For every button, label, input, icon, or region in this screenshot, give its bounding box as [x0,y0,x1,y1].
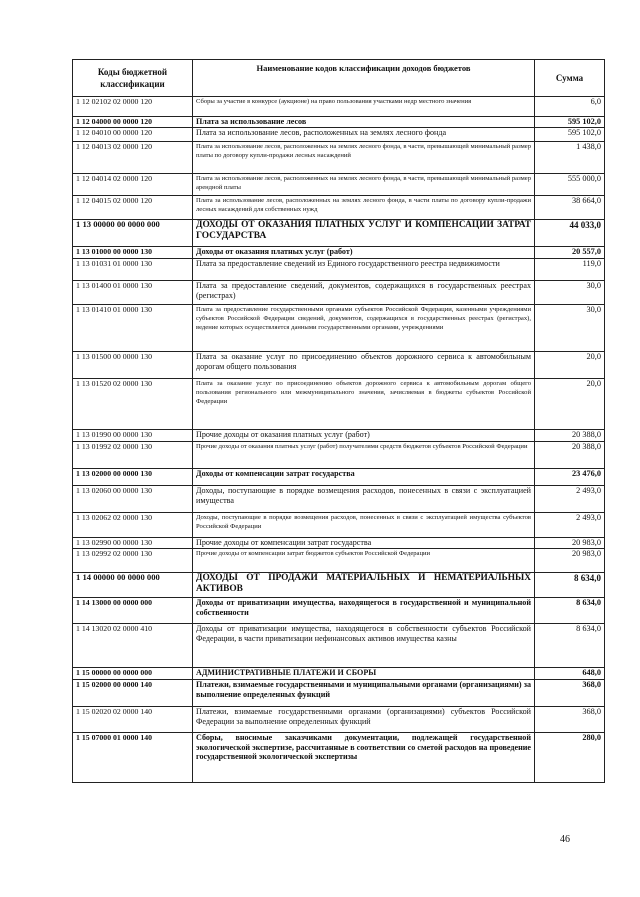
table-row [73,220,605,247]
code-cell: 1 12 04013 02 0000 120 [73,142,193,174]
name-cell: Прочие доходы от компенсации затрат государства [193,538,535,549]
name-cell: ДОХОДЫ ОТ ОКАЗАНИЯ ПЛАТНЫХ УСЛУГ И КОМПЕНСАЦИИ ЗАТРАТ ГОСУДАРСТВА [193,220,535,247]
sum-cell: 595 102,0 [535,128,605,142]
name-cell: Доходы от компенсации затрат государства [193,469,535,486]
table-row [73,598,605,624]
code-cell: 1 13 02060 00 0000 130 [73,486,193,513]
name-cell: Плата за использование лесов, расположенных на землях лесного фонда [193,128,535,142]
name-cell: ДОХОДЫ ОТ ПРОДАЖИ МАТЕРИАЛЬНЫХ И НЕМАТЕРИАЛЬНЫХ АКТИВОВ [193,573,535,598]
sum-cell: 20,0 [535,352,605,379]
name-cell: Сборы, вносимые заказчиками документации, подлежащей государственной экологической экспертизе, рассчитанные в соответствии со сметой расходов на проведение государственной экологической экспертизы [193,733,535,783]
name-cell: Плата за использование лесов, расположенных на землях лесного фонда, в части, превышающей минимальный размер платы по договору купли-продажи лесных насаждений [193,142,535,174]
name-cell: Доходы, поступающие в порядке возмещения расходов, понесенных в связи с эксплуатацией имущества субъектов Российской Федерации [193,513,535,538]
name-cell: АДМИНИСТРАТИВНЫЕ ПЛАТЕЖИ И СБОРЫ [193,668,535,680]
sum-cell: 648,0 [535,668,605,680]
sum-cell: 6,0 [535,97,605,117]
code-cell: 1 13 01990 00 0000 130 [73,430,193,442]
sum-cell: 280,0 [535,733,605,783]
code-cell: 1 14 00000 00 0000 000 [73,573,193,598]
page-number: 46 [560,834,570,845]
code-cell: 1 14 13020 02 0000 410 [73,624,193,668]
table-row [73,549,605,573]
name-cell: Доходы от оказания платных услуг (работ) [193,247,535,259]
name-cell: Плата за предоставление государственными органами субъектов Российской Федерации, казенными учреждениями субъектов Российской Федерации сведений, документов, содержащихся в государственных реестрах (регистрах), ведение которых осуществляется данными государственными органами, учреждениями [193,305,535,352]
code-cell: 1 15 07000 01 0000 140 [73,733,193,783]
name-cell: Прочие доходы от оказания платных услуг (работ) получателями средств бюджетов субъектов Российской Федерации [193,442,535,469]
name-cell: Плата за использование лесов, расположенных на землях лесного фонда, в части, превышающей минимальный размер арендной платы [193,174,535,196]
code-cell: 1 13 01400 01 0000 130 [73,281,193,305]
table-row [73,486,605,513]
table-row [73,379,605,430]
name-cell: Плата за оказание услуг по присоединению объектов дорожного сервиса к автомобильным дорогам общего пользования [193,352,535,379]
sum-cell: 368,0 [535,707,605,733]
table-row [73,97,605,117]
name-cell: Доходы, поступающие в порядке возмещения расходов, понесенных в связи с эксплуатацией имущества [193,486,535,513]
table-row [73,281,605,305]
sum-cell: 595 102,0 [535,117,605,128]
table-row [73,513,605,538]
table-row [73,430,605,442]
code-cell: 1 12 04014 02 0000 120 [73,174,193,196]
table-row [73,442,605,469]
code-cell: 1 13 02062 02 0000 130 [73,513,193,538]
header-sum: Сумма [535,60,605,97]
table-row [73,128,605,142]
code-cell: 1 14 13000 00 0000 000 [73,598,193,624]
sum-cell: 2 493,0 [535,486,605,513]
sum-cell: 30,0 [535,305,605,352]
code-cell: 1 13 00000 00 0000 000 [73,220,193,247]
table-row [73,247,605,259]
code-cell: 1 13 02990 00 0000 130 [73,538,193,549]
sum-cell: 20 983,0 [535,538,605,549]
code-cell: 1 15 02000 00 0000 140 [73,680,193,707]
sum-cell: 8 634,0 [535,598,605,624]
sum-cell: 2 493,0 [535,513,605,538]
code-cell: 1 13 02992 02 0000 130 [73,549,193,573]
table-row [73,668,605,680]
sum-cell: 38 664,0 [535,196,605,220]
table-row [73,259,605,281]
name-cell: Прочие доходы от компенсации затрат бюджетов субъектов Российской Федерации [193,549,535,573]
table-row [73,305,605,352]
sum-cell: 20 983,0 [535,549,605,573]
code-cell: 1 15 00000 00 0000 000 [73,668,193,680]
code-cell: 1 13 01992 02 0000 130 [73,442,193,469]
sum-cell: 20 557,0 [535,247,605,259]
table-row [73,196,605,220]
table-row [73,469,605,486]
table-row [73,624,605,668]
code-cell: 1 13 01520 02 0000 130 [73,379,193,430]
sum-cell: 20 388,0 [535,442,605,469]
code-cell: 1 13 01000 00 0000 130 [73,247,193,259]
sum-cell: 368,0 [535,680,605,707]
code-cell: 1 13 01031 01 0000 130 [73,259,193,281]
table-row [73,680,605,707]
name-cell: Прочие доходы от оказания платных услуг (работ) [193,430,535,442]
header-name: Наименование кодов классификации доходов бюджетов [193,60,535,97]
name-cell: Плата за предоставление сведений, документов, содержащихся в государственных реестрах (регистрах) [193,281,535,305]
code-cell: 1 12 04015 02 0000 120 [73,196,193,220]
sum-cell: 1 438,0 [535,142,605,174]
table-row [73,117,605,128]
table-body [73,97,605,783]
sum-cell: 44 033,0 [535,220,605,247]
sum-cell: 20,0 [535,379,605,430]
name-cell: Доходы от приватизации имущества, находящегося в государственной и муниципальной собственности [193,598,535,624]
code-cell: 1 12 02102 02 0000 120 [73,97,193,117]
code-cell: 1 15 02020 02 0000 140 [73,707,193,733]
code-cell: 1 13 01410 01 0000 130 [73,305,193,352]
table-row [73,538,605,549]
name-cell: Плата за оказание услуг по присоединению объектов дорожного сервиса к автомобильным дорогам общего пользования регионального или межмуниципального значения, зачисляемая в бюджеты субъектов Российской Федерации [193,379,535,430]
name-cell: Сборы за участие в конкурсе (аукционе) на право пользования участками недр местного значения [193,97,535,117]
sum-cell: 8 634,0 [535,624,605,668]
name-cell: Платежи, взимаемые государственными органами (организациями) субъектов Российской Федерации за выполнение определенных функций [193,707,535,733]
code-cell: 1 13 01500 00 0000 130 [73,352,193,379]
header-codes: Коды бюджетной классификации [73,60,193,97]
name-cell: Плата за использование лесов, расположенных на землях лесного фонда, в части платы по договору купли-продажи лесных насаждений для собственных нужд [193,196,535,220]
table-row [73,352,605,379]
sum-cell: 23 476,0 [535,469,605,486]
name-cell: Плата за предоставление сведений из Единого государственного реестра недвижимости [193,259,535,281]
name-cell: Плата за использование лесов [193,117,535,128]
code-cell: 1 13 02000 00 0000 130 [73,469,193,486]
sum-cell: 30,0 [535,281,605,305]
table-row [73,573,605,598]
table-row [73,142,605,174]
sum-cell: 555 000,0 [535,174,605,196]
table-row [73,733,605,783]
code-cell: 1 12 04010 00 0000 120 [73,128,193,142]
sum-cell: 119,0 [535,259,605,281]
table-row [73,174,605,196]
name-cell: Платежи, взимаемые государственными и муниципальными органами (организациями) за выполнение определенных функций [193,680,535,707]
sum-cell: 20 388,0 [535,430,605,442]
name-cell: Доходы от приватизации имущества, находящегося в собственности субъектов Российской Федерации, в части приватизации нефинансовых активов имущества казны [193,624,535,668]
table-row [73,707,605,733]
sum-cell: 8 634,0 [535,573,605,598]
code-cell: 1 12 04000 00 0000 120 [73,117,193,128]
budget-income-table [72,59,605,783]
